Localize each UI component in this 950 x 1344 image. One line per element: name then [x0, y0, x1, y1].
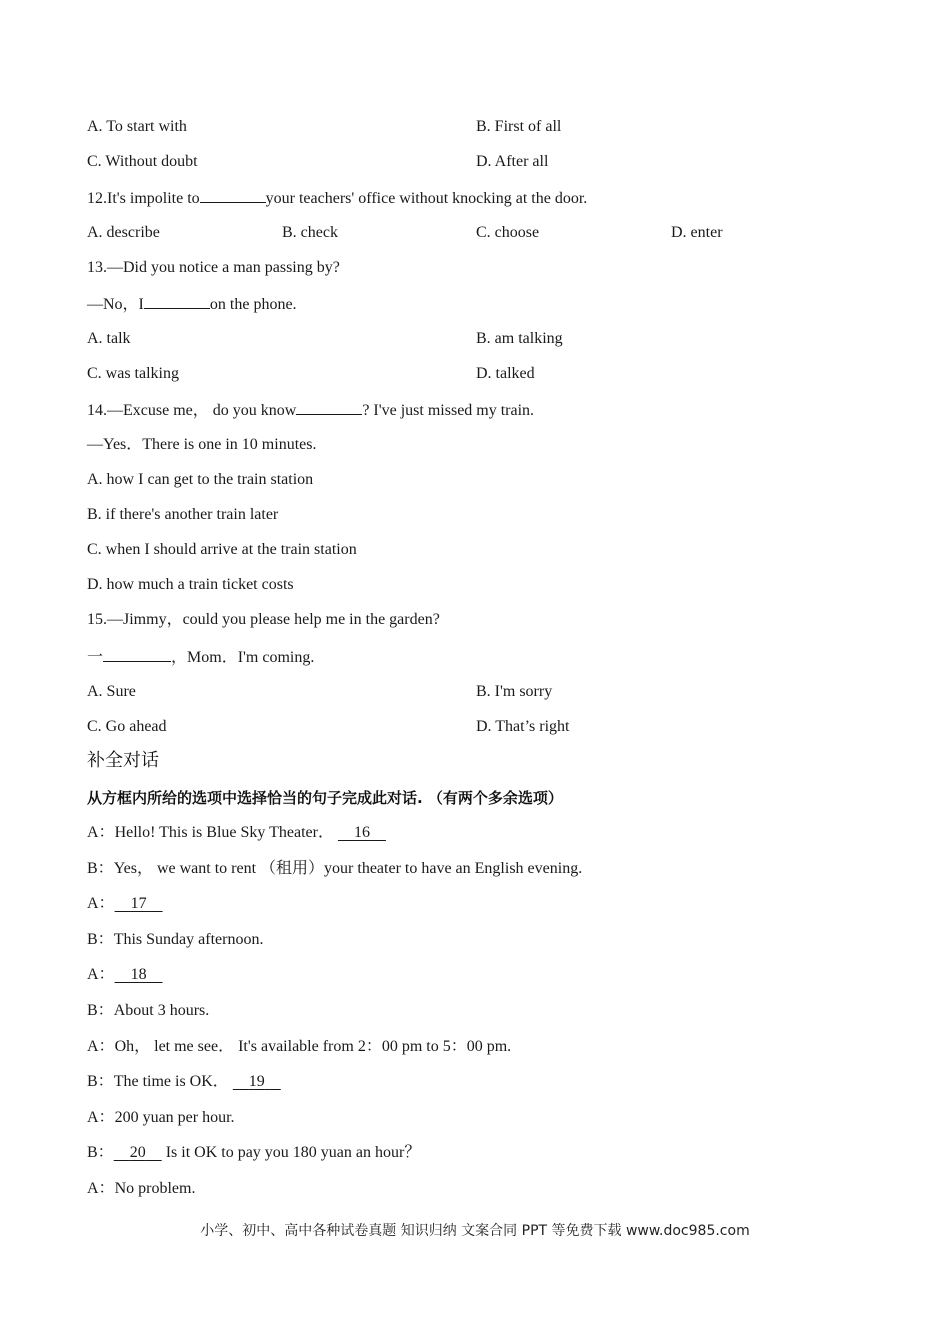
- dialogue-speaker: B：: [87, 1073, 114, 1090]
- dialogue-text: Is it OK to pay you 180 yuan an hour？: [161, 1144, 421, 1161]
- q15-line2: [87, 646, 314, 668]
- blank-underline: [147, 894, 163, 914]
- q15-option-d: D. That’s right: [476, 718, 570, 735]
- blank-underline: [338, 823, 354, 843]
- section-instruction: 从方框内所给的选项中选择恰当的句子完成此对话. （有两个多余选项）: [87, 789, 563, 807]
- dialogue-speaker: A：: [87, 1038, 115, 1055]
- q12-prefix: 12.It's impolite to: [87, 190, 200, 207]
- dialogue-speaker: B：: [87, 860, 114, 877]
- q11-option-a: A. To start with: [87, 118, 187, 135]
- q11-option-d: D. After all: [476, 153, 549, 170]
- blank-underline: [370, 823, 386, 843]
- blank-underline: [114, 1143, 130, 1163]
- q12-suffix: your teachers' office without knocking at the door.: [265, 190, 588, 207]
- blank-underline: [115, 894, 131, 914]
- dialogue-speaker: A：: [87, 895, 115, 912]
- q15-option-a: A. Sure: [87, 683, 136, 700]
- answer-blank: [296, 399, 362, 415]
- answer-blank: [144, 293, 210, 309]
- q14-option-c: C. when I should arrive at the train station: [87, 541, 357, 558]
- dialogue-text: Yes， we want to rent （租用）your theater to have an English evening.: [113, 860, 583, 877]
- dialogue-blank-number: 19: [248, 1073, 265, 1090]
- q15-line1: 15.—Jimmy，could you please help me in the garden?: [87, 611, 440, 628]
- q14-option-a: A. how I can get to the train station: [87, 471, 314, 488]
- dialogue-line: [87, 859, 582, 879]
- dialogue-speaker: A：: [87, 1109, 115, 1126]
- dialogue-text: The time is OK．: [113, 1073, 229, 1090]
- q15-line2-suffix: ，Mom．I'm coming.: [171, 649, 315, 666]
- answer-blank: [103, 646, 171, 662]
- dialogue-line: [87, 1072, 281, 1092]
- q13-option-c: C. was talking: [87, 365, 179, 382]
- dialogue-line: [87, 1179, 195, 1199]
- dialogue-line: [87, 1037, 511, 1057]
- dialogue-text: Oh， let me see． It's available from 2：00 pm to 5：00 pm.: [114, 1038, 512, 1055]
- dialogue-line: [87, 1001, 209, 1021]
- q13-line1: 13.—Did you notice a man passing by?: [87, 259, 340, 276]
- q15-line2-prefix: 一: [87, 649, 104, 666]
- q14-line1-suffix: ? I've just missed my train.: [362, 402, 535, 419]
- q13-option-d: D. talked: [476, 365, 535, 382]
- q15-option-b: B. I'm sorry: [476, 683, 553, 700]
- dialogue-blank-number: 18: [130, 966, 147, 983]
- q14-line2: —Yes．There is one in 10 minutes.: [87, 436, 317, 453]
- page-footer: 小学、初中、高中各种试卷真题 知识归纳 文案合同 PPT 等免费下载 www.doc985.com: [200, 1223, 750, 1239]
- dialogue-line: [87, 930, 263, 950]
- dialogue-text: Hello! This is Blue Sky Theater．: [114, 824, 334, 841]
- dialogue-speaker: B：: [87, 1002, 114, 1019]
- q14-option-d: D. how much a train ticket costs: [87, 576, 294, 593]
- dialogue-text: No problem.: [114, 1180, 196, 1197]
- q13-option-a: A. talk: [87, 330, 131, 347]
- dialogue-blank-number: 17: [130, 895, 147, 912]
- dialogue-speaker: A：: [87, 966, 115, 983]
- q12-option-a: A. describe: [87, 224, 160, 241]
- dialogue-line: [87, 1108, 235, 1128]
- q12-option-b: B. check: [282, 224, 338, 241]
- dialogue-text: About 3 hours.: [113, 1002, 210, 1019]
- blank-underline: [115, 965, 131, 985]
- dialogue-blank-number: 20: [129, 1144, 146, 1161]
- q13-line2-prefix: —No，I: [87, 296, 144, 313]
- q13-option-b: B. am talking: [476, 330, 563, 347]
- q13-line2: [87, 293, 297, 315]
- q12-stem: [87, 187, 587, 209]
- dialogue-blank-number: 16: [353, 824, 370, 841]
- q15-option-c: C. Go ahead: [87, 718, 167, 735]
- dialogue-line: [87, 894, 163, 914]
- dialogue-speaker: B：: [87, 931, 114, 948]
- q14-line1: [87, 399, 534, 421]
- q12-option-d: D. enter: [671, 224, 723, 241]
- blank-underline: [147, 965, 163, 985]
- dialogue-speaker: A：: [87, 1180, 115, 1197]
- dialogue-speaker: B：: [87, 1144, 114, 1161]
- q14-line1-prefix: 14.—Excuse me， do you know: [87, 402, 297, 419]
- dialogue-text: This Sunday afternoon.: [113, 931, 264, 948]
- q11-option-c: C. Without doubt: [87, 153, 198, 170]
- q14-option-b: B. if there's another train later: [87, 506, 279, 523]
- blank-underline: [233, 1072, 249, 1092]
- dialogue-speaker: A：: [87, 824, 115, 841]
- q13-line2-suffix: on the phone.: [209, 296, 297, 313]
- section-title: 补全对话: [87, 750, 159, 771]
- dialogue-text: 200 yuan per hour.: [114, 1109, 235, 1126]
- q11-option-b: B. First of all: [476, 118, 562, 135]
- answer-blank: [200, 187, 266, 203]
- dialogue-line: [87, 1143, 420, 1163]
- dialogue-line: [87, 823, 386, 843]
- blank-underline: [265, 1072, 281, 1092]
- blank-underline: [146, 1143, 162, 1163]
- dialogue-line: [87, 965, 163, 985]
- q12-option-c: C. choose: [476, 224, 540, 241]
